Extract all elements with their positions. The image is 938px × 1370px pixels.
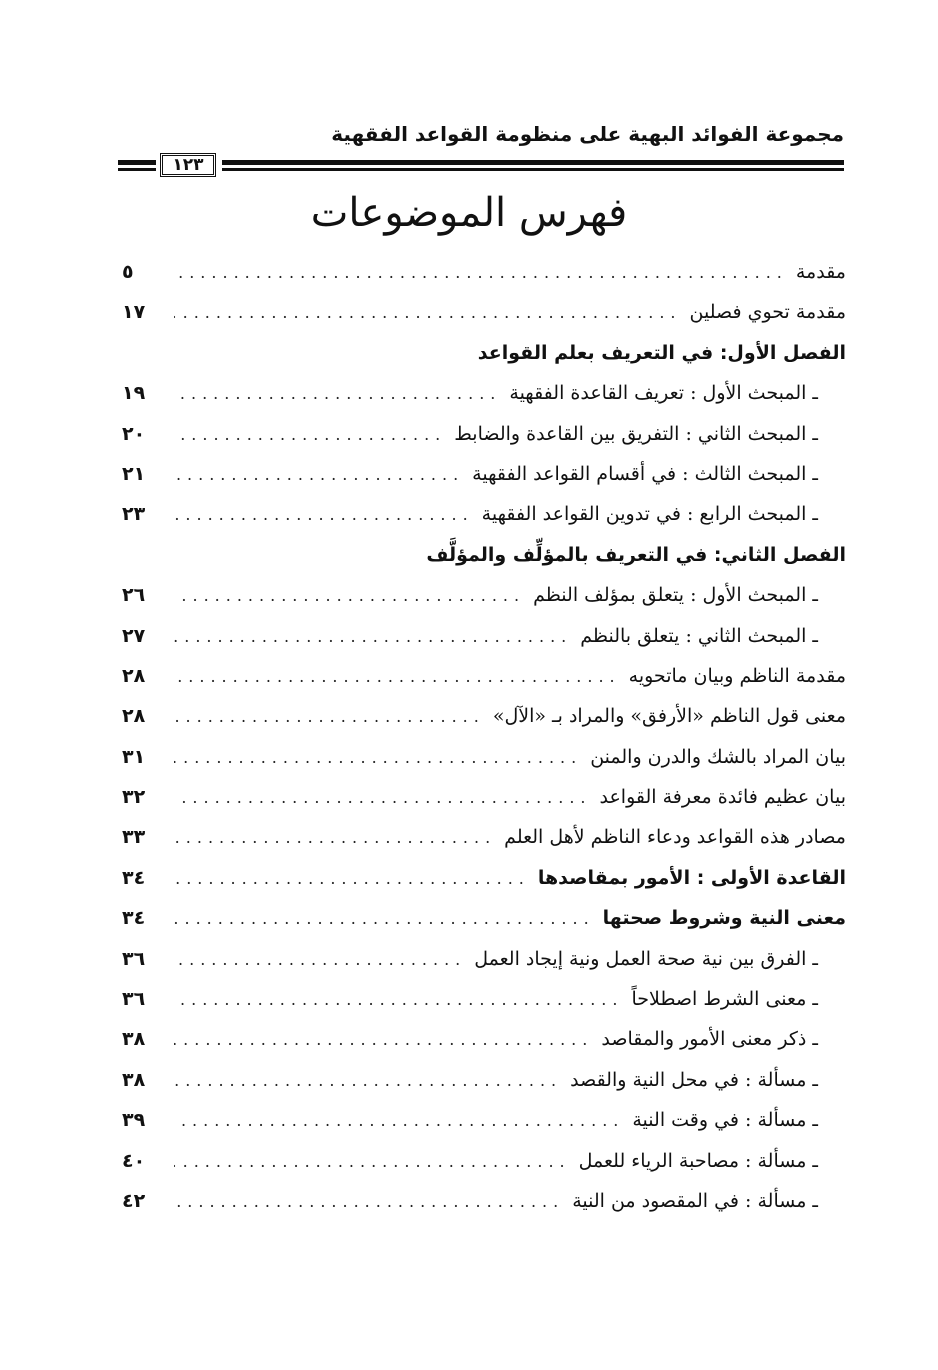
- toc-entry-page: ٢٠: [122, 422, 146, 445]
- toc-entry-page: ٣٦: [122, 947, 146, 970]
- toc-leader-dots: [174, 1142, 571, 1182]
- toc-entry-title: بيان المراد بالشك والدرن والمنن: [590, 745, 846, 768]
- toc-entry: [122, 454, 846, 494]
- toc-entry-title: مقدمة الناظم وبيان ماتحويه: [628, 664, 846, 687]
- toc-entry-page: ٣٢: [122, 786, 146, 809]
- toc-entry-page: ١٧: [122, 301, 146, 324]
- toc-leader-dots: [174, 980, 623, 1020]
- toc-entry: [122, 333, 846, 373]
- toc-entry-title: مصادر هذه القواعد ودعاء الناظم لأهل العلم: [504, 826, 846, 849]
- toc-entry-title: ـ الفرق بين نية صحة العمل ونية إيجاد العمل: [474, 947, 818, 970]
- toc-leader-dots: [174, 778, 592, 818]
- toc-entry-title: بيان عظيم فائدة معرفة القواعد: [599, 786, 846, 809]
- toc-entry-title: معنى النية وشروط صحتها: [602, 907, 846, 930]
- toc-leader-dots: [174, 1020, 593, 1060]
- toc-entry: [122, 575, 846, 615]
- toc-entry: [122, 656, 846, 696]
- toc-entry: [122, 858, 846, 898]
- toc-entry: [122, 777, 846, 817]
- toc-entry-title: الفصل الثاني: في التعريف بالمؤلِّف والمؤلَّف: [426, 543, 846, 566]
- toc-entry: [122, 979, 846, 1019]
- toc-entry-page: ٢٨: [122, 664, 146, 687]
- toc-entry-title: مقدمة تحوي فصلين: [689, 301, 846, 324]
- toc-entry: [122, 1100, 846, 1140]
- toc-leader-dots: [174, 859, 530, 899]
- toc-leader-dots: [174, 374, 501, 414]
- header-rule-right: [222, 160, 844, 174]
- toc-leader-dots: [174, 1061, 562, 1101]
- toc-entry-page: ٣٨: [122, 1028, 146, 1051]
- toc-entry-page: ٣٨: [122, 1068, 146, 1091]
- toc-entry: [122, 898, 846, 938]
- toc-leader-dots: [174, 576, 525, 616]
- toc-entry-page: ٤٠: [122, 1149, 146, 1172]
- toc-entry-page: ٣٣: [122, 826, 146, 849]
- toc-entry-title: ـ المبحث الثاني : يتعلق بالنظم: [580, 624, 818, 647]
- toc-entry-page: ٥: [122, 261, 134, 283]
- page-title: فهرس الموضوعات: [310, 190, 628, 236]
- toc-entry-title: القاعدة الأولى : الأمور بمقاصدها: [537, 866, 846, 889]
- toc-entry: [122, 817, 846, 857]
- toc-entry: [122, 373, 846, 413]
- toc-leader-dots: [174, 455, 464, 495]
- toc-entry-page: ٤٢: [122, 1189, 146, 1212]
- toc-entry: [122, 494, 846, 534]
- toc-entry-page: ٢٧: [122, 624, 146, 647]
- toc-entry-title: ـ المبحث الثاني : التفريق بين القاعدة والضابط: [454, 422, 818, 445]
- toc-entry-title: ـ ذكر معنى الأمور والمقاصد: [601, 1028, 818, 1051]
- toc-entry-title: الفصل الأول: في التعريف بعلم القواعد: [477, 341, 846, 364]
- toc-entry-title: ـ مسألة : في محل النية والقصد: [570, 1068, 818, 1091]
- toc-entry-page: ٣٩: [122, 1109, 146, 1132]
- toc-leader-dots: [174, 940, 466, 980]
- toc-entry-title: ـ المبحث الأول : تعريف القاعدة الفقهية: [509, 382, 818, 405]
- toc-leader-dots: [174, 1182, 564, 1222]
- header-rule-left: [118, 160, 156, 174]
- toc-entry-page: ٢٨: [122, 705, 146, 728]
- running-header-title: مجموعة الفوائد البهية على منظومة القواعد الفقهية: [331, 122, 844, 146]
- toc-entry-title: ـ مسألة : في وقت النية: [632, 1109, 818, 1132]
- toc-entry: [122, 737, 846, 777]
- page-number-box: ١٢٣: [160, 153, 216, 177]
- toc-entry-title: ـ مسألة : مصاحبة الرياء للعمل: [578, 1149, 818, 1172]
- table-of-contents: [122, 252, 846, 1221]
- toc-leader-dots: [174, 617, 572, 657]
- toc-leader-dots: [174, 1101, 624, 1141]
- toc-entry-title: ـ المبحث الأول : يتعلق بمؤلف النظم: [533, 584, 818, 607]
- toc-entry-title: ـ مسألة : في المقصود من النية: [572, 1189, 818, 1212]
- toc-leader-dots: [174, 253, 788, 293]
- toc-entry-page: ٢٦: [122, 584, 146, 607]
- toc-entry: [122, 696, 846, 736]
- toc-entry: [122, 616, 846, 656]
- toc-entry: [122, 1181, 846, 1221]
- toc-entry: [122, 1060, 846, 1100]
- toc-leader-dots: [174, 818, 496, 858]
- toc-entry-page: ٣٤: [122, 866, 146, 889]
- toc-entry-title: معنى قول الناظم «الأرفق» والمراد بـ «الآل»: [492, 705, 846, 728]
- toc-leader-dots: [174, 697, 485, 737]
- toc-leader-dots: [174, 899, 595, 939]
- toc-entry-title: ـ معنى الشرط اصطلاحاً: [631, 988, 818, 1011]
- toc-entry-title: ـ المبحث الثالث : في أقسام القواعد الفقهية: [472, 462, 818, 485]
- toc-entry-page: ٣٦: [122, 988, 146, 1011]
- toc-entry: [122, 1019, 846, 1059]
- toc-entry: [122, 414, 846, 454]
- toc-entry: [122, 535, 846, 575]
- toc-entry: [122, 1141, 846, 1181]
- toc-leader-dots: [174, 495, 474, 535]
- toc-entry-page: ١٩: [122, 382, 146, 405]
- toc-leader-dots: [174, 415, 446, 455]
- toc-entry-page: ٣١: [122, 745, 146, 768]
- toc-entry-page: ٢١: [122, 462, 146, 485]
- toc-entry: [122, 939, 846, 979]
- toc-leader-dots: [174, 657, 621, 697]
- toc-entry-title: ـ المبحث الرابع : في تدوين القواعد الفقهية: [481, 503, 818, 526]
- toc-entry-title: مقدمة: [795, 261, 846, 283]
- toc-entry: [122, 292, 846, 332]
- toc-entry-page: ٢٣: [122, 503, 146, 526]
- toc-leader-dots: [174, 293, 682, 333]
- toc-leader-dots: [174, 738, 582, 778]
- toc-entry: [122, 252, 846, 292]
- toc-entry-page: ٣٤: [122, 907, 146, 930]
